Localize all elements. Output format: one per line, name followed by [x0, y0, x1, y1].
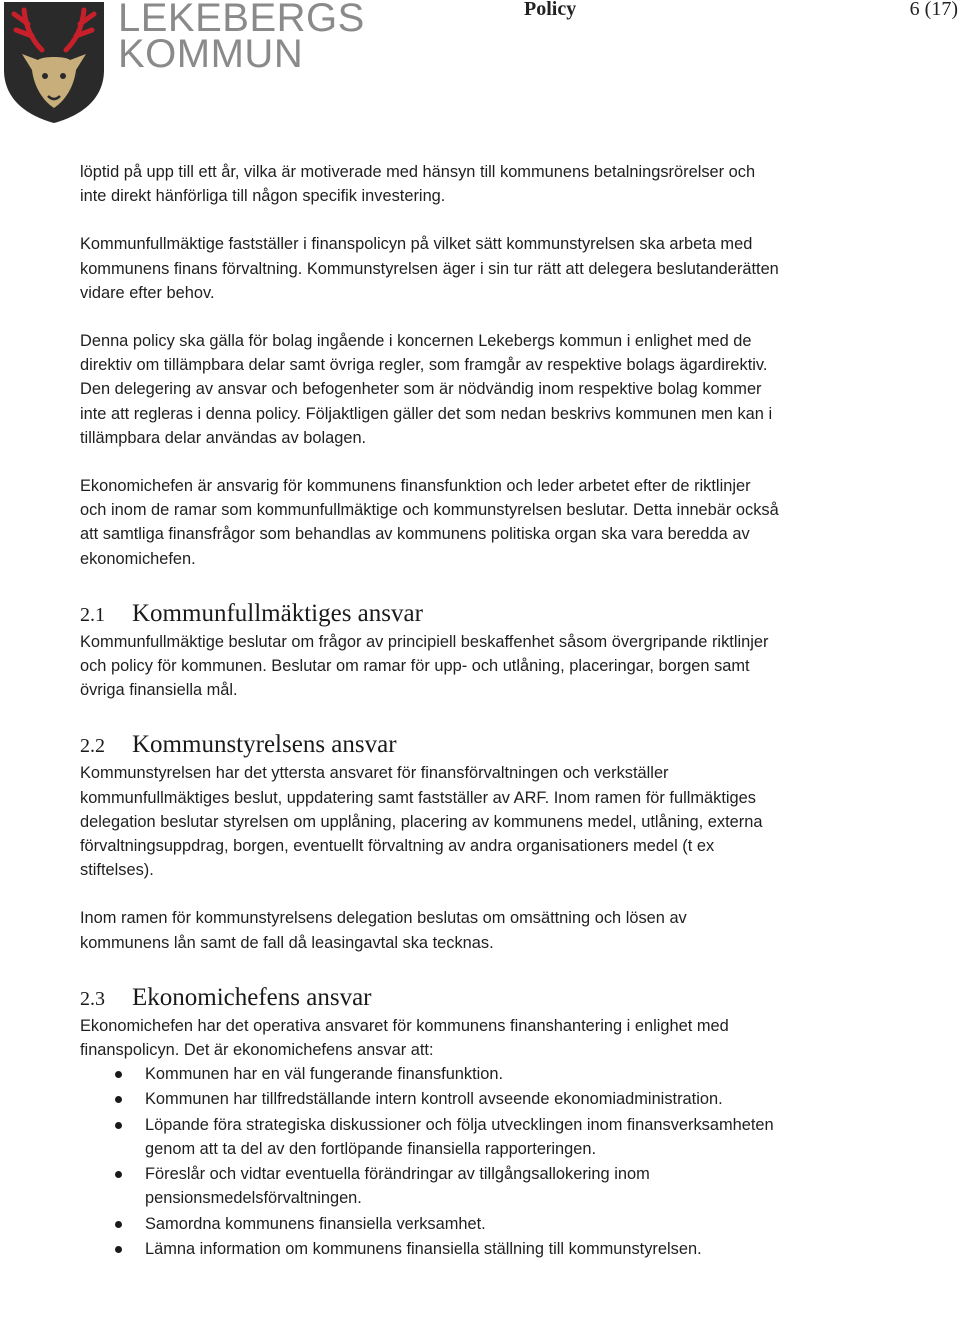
- responsibility-list: [80, 1062, 780, 1261]
- list-item: Lämna information om kommunens finansiella ställning till kommunstyrelsen.: [145, 1237, 780, 1261]
- logo-line-1: LEKEBERGS: [118, 0, 365, 40]
- logo-line-2: KOMMUN: [118, 32, 304, 76]
- section-title: Kommunstyrelsens ansvar: [132, 731, 397, 759]
- page-header: [0, 0, 960, 130]
- list-item: Kommunen har tillfredställande intern kontroll avseende ekonomiadministration.: [145, 1087, 780, 1111]
- section-2-3-text: Ekonomichefen har det operativa ansvaret för kommunens finanshantering i enlighet med finanspolicyn. Det är ekonomichefens ansvar att:: [80, 1016, 729, 1060]
- list-item: Kommunen har en väl fungerande finansfunktion.: [145, 1062, 780, 1086]
- document-body: [80, 160, 780, 1262]
- paragraph-loptid: löptid på upp till ett år, vilka är motiverade med hänsyn till kommunens betalningsrörelser och inte direkt hänförliga till någon specifik investering.: [80, 163, 756, 206]
- paragraph-bolag: Denna policy ska gälla för bolag ingående i koncernen Lekebergs kommun i enlighet med de direktiv om tillämpbara delar samt övriga regler, som framgår av respektive bolags ägardirektiv. Den delegering av ansvar och befogenheter som är nödvändig inom respektive bolag kommer inte att regleras i denna policy. Följaktligen gäller det som nedan beskrivs kommunen men kan i tillämpbara delar användas av bolagen.: [80, 332, 773, 447]
- section-2-2-text-2: Inom ramen för kommunstyrelsens delegation beslutas om omsättning och lösen av kommunens lån samt de fall då leasingavtal ska tecknas.: [80, 909, 687, 952]
- page-number: 6 (17): [909, 0, 958, 20]
- section-2-1-text: Kommunfullmäktige beslutar om frågor av principiell beskaffenhet såsom övergripande riktlinjer och policy för kommunen. Beslutar om ramar för upp- och utlåning, placeringar, borgen samt övriga finansiella mål.: [80, 632, 769, 700]
- paragraph-ekonomichef: Ekonomichefen är ansvarig för kommunens finansfunktion och leder arbetet efter de riktlinjer och inom de ramar som kommunfullmäktige och kommunstyrelsen beslutar. Detta innebär också att samtliga finansfrågor som behandlas av kommunens politiska organ ska vara beredda av ekonomichefen.: [80, 477, 779, 568]
- section-2-2-text-1: Kommunstyrelsen har det yttersta ansvaret för finansförvaltningen och verkställer kommunfullmäktiges beslut, uppdatering samt fastställer av ARF. Inom ramen för fullmäktiges delegation beslutar styrelsen om upplåning, placering av kommunens medel, utlåning, externa förvaltningsuppdrag, borgen, eventuellt förvaltning av andra organisationers medel (t ex stiftelses).: [80, 764, 763, 880]
- document-title: Policy: [524, 0, 577, 20]
- list-item: Samordna kommunens finansiella verksamhet.: [145, 1212, 780, 1236]
- section-title: Ekonomichefens ansvar: [132, 983, 372, 1011]
- section-number: 2.2: [80, 735, 105, 758]
- list-item: Föreslår och vidtar eventuella förändringar av tillgångsallokering inom pensionsmedelsförvaltningen.: [145, 1162, 780, 1210]
- section-title: Kommunfullmäktiges ansvar: [132, 599, 423, 627]
- paragraph-finanspolicy: Kommunfullmäktige fastställer i finanspolicyn på vilket sätt kommunstyrelsen ska arbeta med kommunens finans förvaltning. Kommunstyrelsen äger i sin tur rätt att delegera beslutanderätten vidare efter behov.: [80, 235, 779, 302]
- section-heading-2-1: [80, 599, 780, 630]
- section-number: 2.1: [80, 603, 105, 626]
- section-number: 2.3: [80, 987, 105, 1010]
- section-heading-2-3: [80, 983, 780, 1014]
- municipality-logo-wordmark: [118, 0, 365, 76]
- list-item: Löpande föra strategiska diskussioner och följa utvecklingen inom finansverksamheten genom att ta del av den fortlöpande finansiella rapporteringen.: [145, 1113, 780, 1161]
- section-heading-2-2: [80, 730, 780, 761]
- municipal-coat-of-arms-icon: [2, 0, 106, 124]
